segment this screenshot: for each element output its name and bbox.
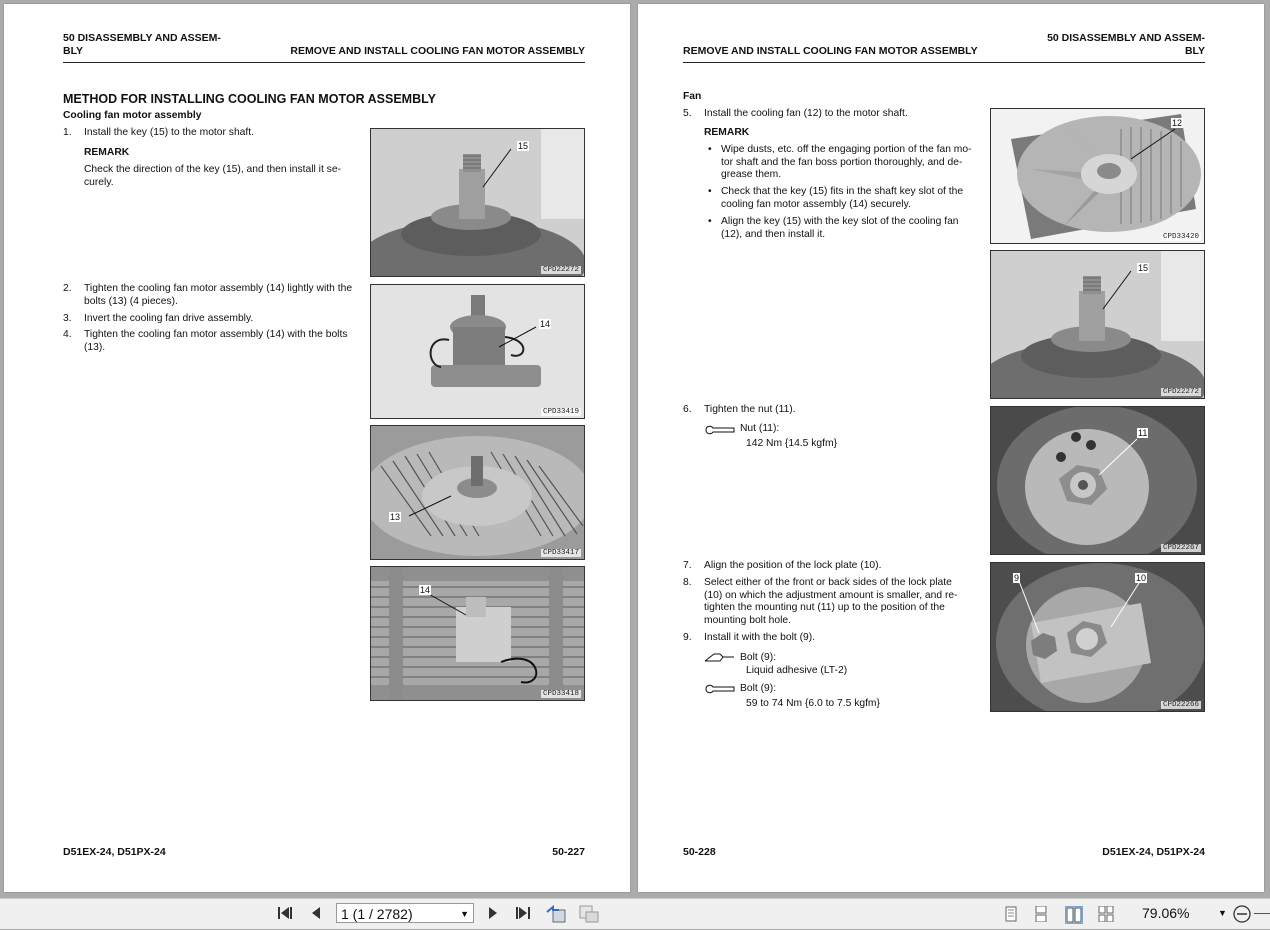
first-page-icon[interactable] xyxy=(274,904,296,924)
callout-label: 14 xyxy=(540,319,551,329)
text-line: cooling fan motor assembly (14) securely. xyxy=(721,198,911,210)
photo-cooling-fan xyxy=(990,108,1205,244)
adhesive-value: Liquid adhesive (LT-2) xyxy=(746,665,848,676)
continuous-icon[interactable] xyxy=(1033,906,1049,922)
text-line: Check the direction of the key (15), and then install it se- xyxy=(84,164,341,175)
header-line: 50 DISASSEMBLY AND ASSEM- xyxy=(1047,32,1205,44)
step-text: Invert the cooling fan drive assembly. xyxy=(84,313,254,324)
figure-code: CPD33419 xyxy=(542,408,579,416)
step-text xyxy=(704,577,978,627)
header-section: REMOVE AND INSTALL COOLING FAN MOTOR ASSEMBLY xyxy=(683,45,978,57)
step-number: 7. xyxy=(683,560,692,571)
page-50-227 xyxy=(4,4,630,892)
bullet-dot: • xyxy=(708,186,712,197)
text-line: Tighten the cooling fan motor assembly (14) lightly with the xyxy=(84,283,353,294)
page-number-value: 1 (1 / 2782) xyxy=(341,906,413,922)
step-text xyxy=(84,329,347,354)
zoom-out-icon[interactable] xyxy=(1232,904,1252,929)
step-text: Install the key (15) to the motor shaft. xyxy=(84,127,254,138)
figure-code: CPD22266 xyxy=(1162,701,1199,709)
step-text: Install the cooling fan (12) to the motor shaft. xyxy=(704,108,908,119)
figure-code: CPD22272 xyxy=(542,266,579,274)
wrench-icon xyxy=(704,683,736,695)
last-page-icon[interactable] xyxy=(512,904,534,924)
text-line: Tighten the cooling fan motor assembly (14) with the bolts xyxy=(84,329,348,340)
header-section: REMOVE AND INSTALL COOLING FAN MOTOR ASSEMBLY xyxy=(290,45,585,57)
torque-value: 142 Nm {14.5 kgfm} xyxy=(746,438,838,449)
text-line: (12), and then install it. xyxy=(721,228,826,240)
page-number-input[interactable] xyxy=(336,903,474,923)
header-line: 50 DISASSEMBLY AND ASSEM- xyxy=(63,32,221,44)
figure-code: CPD22272 xyxy=(1162,388,1199,396)
text-line: tor shaft and the fan boss portion thoroughly, and de- xyxy=(721,156,963,168)
prev-view-icon[interactable] xyxy=(545,904,567,924)
figure-code: CPD33418 xyxy=(542,690,579,698)
bullet-text xyxy=(721,144,972,182)
zoom-level[interactable]: 79.06% xyxy=(1142,905,1190,921)
remark-label: REMARK xyxy=(84,147,130,158)
two-page-icon[interactable] xyxy=(1065,906,1083,924)
step-number: 8. xyxy=(683,577,692,588)
adhesive-label: Bolt (9): xyxy=(740,652,777,663)
footer-model: D51EX-24, D51PX-24 xyxy=(1102,846,1205,858)
zoom-slider[interactable] xyxy=(1254,913,1270,914)
figure-code: CPD22267 xyxy=(1162,544,1199,552)
torque-label: Bolt (9): xyxy=(740,683,777,694)
torque-value: 59 to 74 Nm {6.0 to 7.5 kgfm} xyxy=(746,698,880,709)
callout-label: 15 xyxy=(1138,263,1149,273)
remark-label: REMARK xyxy=(704,127,750,138)
callout-label: 9 xyxy=(1014,573,1020,583)
figure-code: CPD33420 xyxy=(1162,233,1199,241)
step-number: 5. xyxy=(683,108,692,119)
header-rule xyxy=(63,62,585,63)
step-number: 3. xyxy=(63,313,72,324)
header-rule xyxy=(683,62,1205,63)
remark-text xyxy=(84,164,341,189)
photo-key-on-shaft xyxy=(370,128,585,277)
photo-fan-motor-assembly xyxy=(370,284,585,419)
bullet-dot: • xyxy=(708,216,712,227)
step-number: 1. xyxy=(63,127,72,138)
step-text: Tighten the nut (11). xyxy=(704,404,796,415)
chevron-down-icon[interactable]: ▼ xyxy=(460,909,469,919)
callout-label: 10 xyxy=(1136,573,1147,583)
text-line: Align the key (15) with the key slot of the cooling fan xyxy=(721,216,959,227)
header-chapter xyxy=(1047,32,1205,58)
wrench-icon xyxy=(704,424,736,436)
header-line: BLY xyxy=(1184,45,1205,57)
bullet-dot: • xyxy=(708,144,712,155)
photo-key-on-shaft xyxy=(990,250,1205,399)
two-page-continuous-icon[interactable] xyxy=(1098,906,1114,922)
section-title: METHOD FOR INSTALLING COOLING FAN MOTOR ASSEMBLY xyxy=(63,92,436,106)
text-line: tighten the mounting nut (11) up to the position of the xyxy=(704,602,945,613)
viewer-toolbar xyxy=(0,898,1270,929)
adhesive-icon xyxy=(704,651,736,663)
chevron-down-icon[interactable]: ▼ xyxy=(1218,908,1227,918)
step-number: 4. xyxy=(63,329,72,340)
step-number: 6. xyxy=(683,404,692,415)
text-line: bolts (13) (4 pieces). xyxy=(84,295,178,307)
text-line: (13). xyxy=(84,341,106,353)
footer-page-number: 50-228 xyxy=(683,846,716,858)
callout-label: 11 xyxy=(1138,428,1148,438)
footer-page-number: 50-227 xyxy=(552,846,585,858)
step-text xyxy=(84,283,352,308)
step-number: 2. xyxy=(63,283,72,294)
step-text: Install it with the bolt (9). xyxy=(704,632,816,643)
footer-model: D51EX-24, D51PX-24 xyxy=(63,846,166,858)
photo-lock-plate xyxy=(990,562,1205,712)
photo-fan-drive-bolts xyxy=(370,425,585,560)
text-line: mounting bolt hole. xyxy=(704,614,792,626)
bullet-text xyxy=(721,186,963,211)
subsection-title: Cooling fan motor assembly xyxy=(63,110,202,121)
figure-code: CPD33417 xyxy=(542,549,579,557)
prev-page-icon[interactable] xyxy=(305,904,327,924)
text-line: Check that the key (15) fits in the shaft key slot of the xyxy=(721,186,964,197)
next-view-icon[interactable] xyxy=(578,904,600,924)
page-50-228 xyxy=(638,4,1264,892)
callout-label: 12 xyxy=(1172,118,1183,128)
text-line: Wipe dusts, etc. off the engaging portion of the fan mo- xyxy=(721,144,972,155)
photo-motor-bolted xyxy=(370,566,585,701)
step-text: Align the position of the lock plate (10). xyxy=(704,560,882,571)
callout-label: 13 xyxy=(390,512,401,522)
callout-label: 14 xyxy=(420,585,431,595)
bullet-text xyxy=(721,216,959,241)
next-page-icon[interactable] xyxy=(482,904,504,924)
single-page-icon[interactable] xyxy=(1003,906,1019,922)
text-line: (10) on which the adjustment amount is smaller, and re- xyxy=(704,589,958,601)
text-line: curely. xyxy=(84,176,114,188)
header-line: BLY xyxy=(63,45,84,57)
header-chapter xyxy=(63,32,221,58)
torque-label: Nut (11): xyxy=(740,423,780,434)
text-line: Select either of the front or back sides of the lock plate xyxy=(704,577,952,588)
callout-label: 15 xyxy=(518,141,529,151)
subsection-title: Fan xyxy=(683,91,702,102)
text-line: grease them. xyxy=(721,169,782,180)
photo-fan-nut xyxy=(990,406,1205,555)
step-number: 9. xyxy=(683,632,692,643)
